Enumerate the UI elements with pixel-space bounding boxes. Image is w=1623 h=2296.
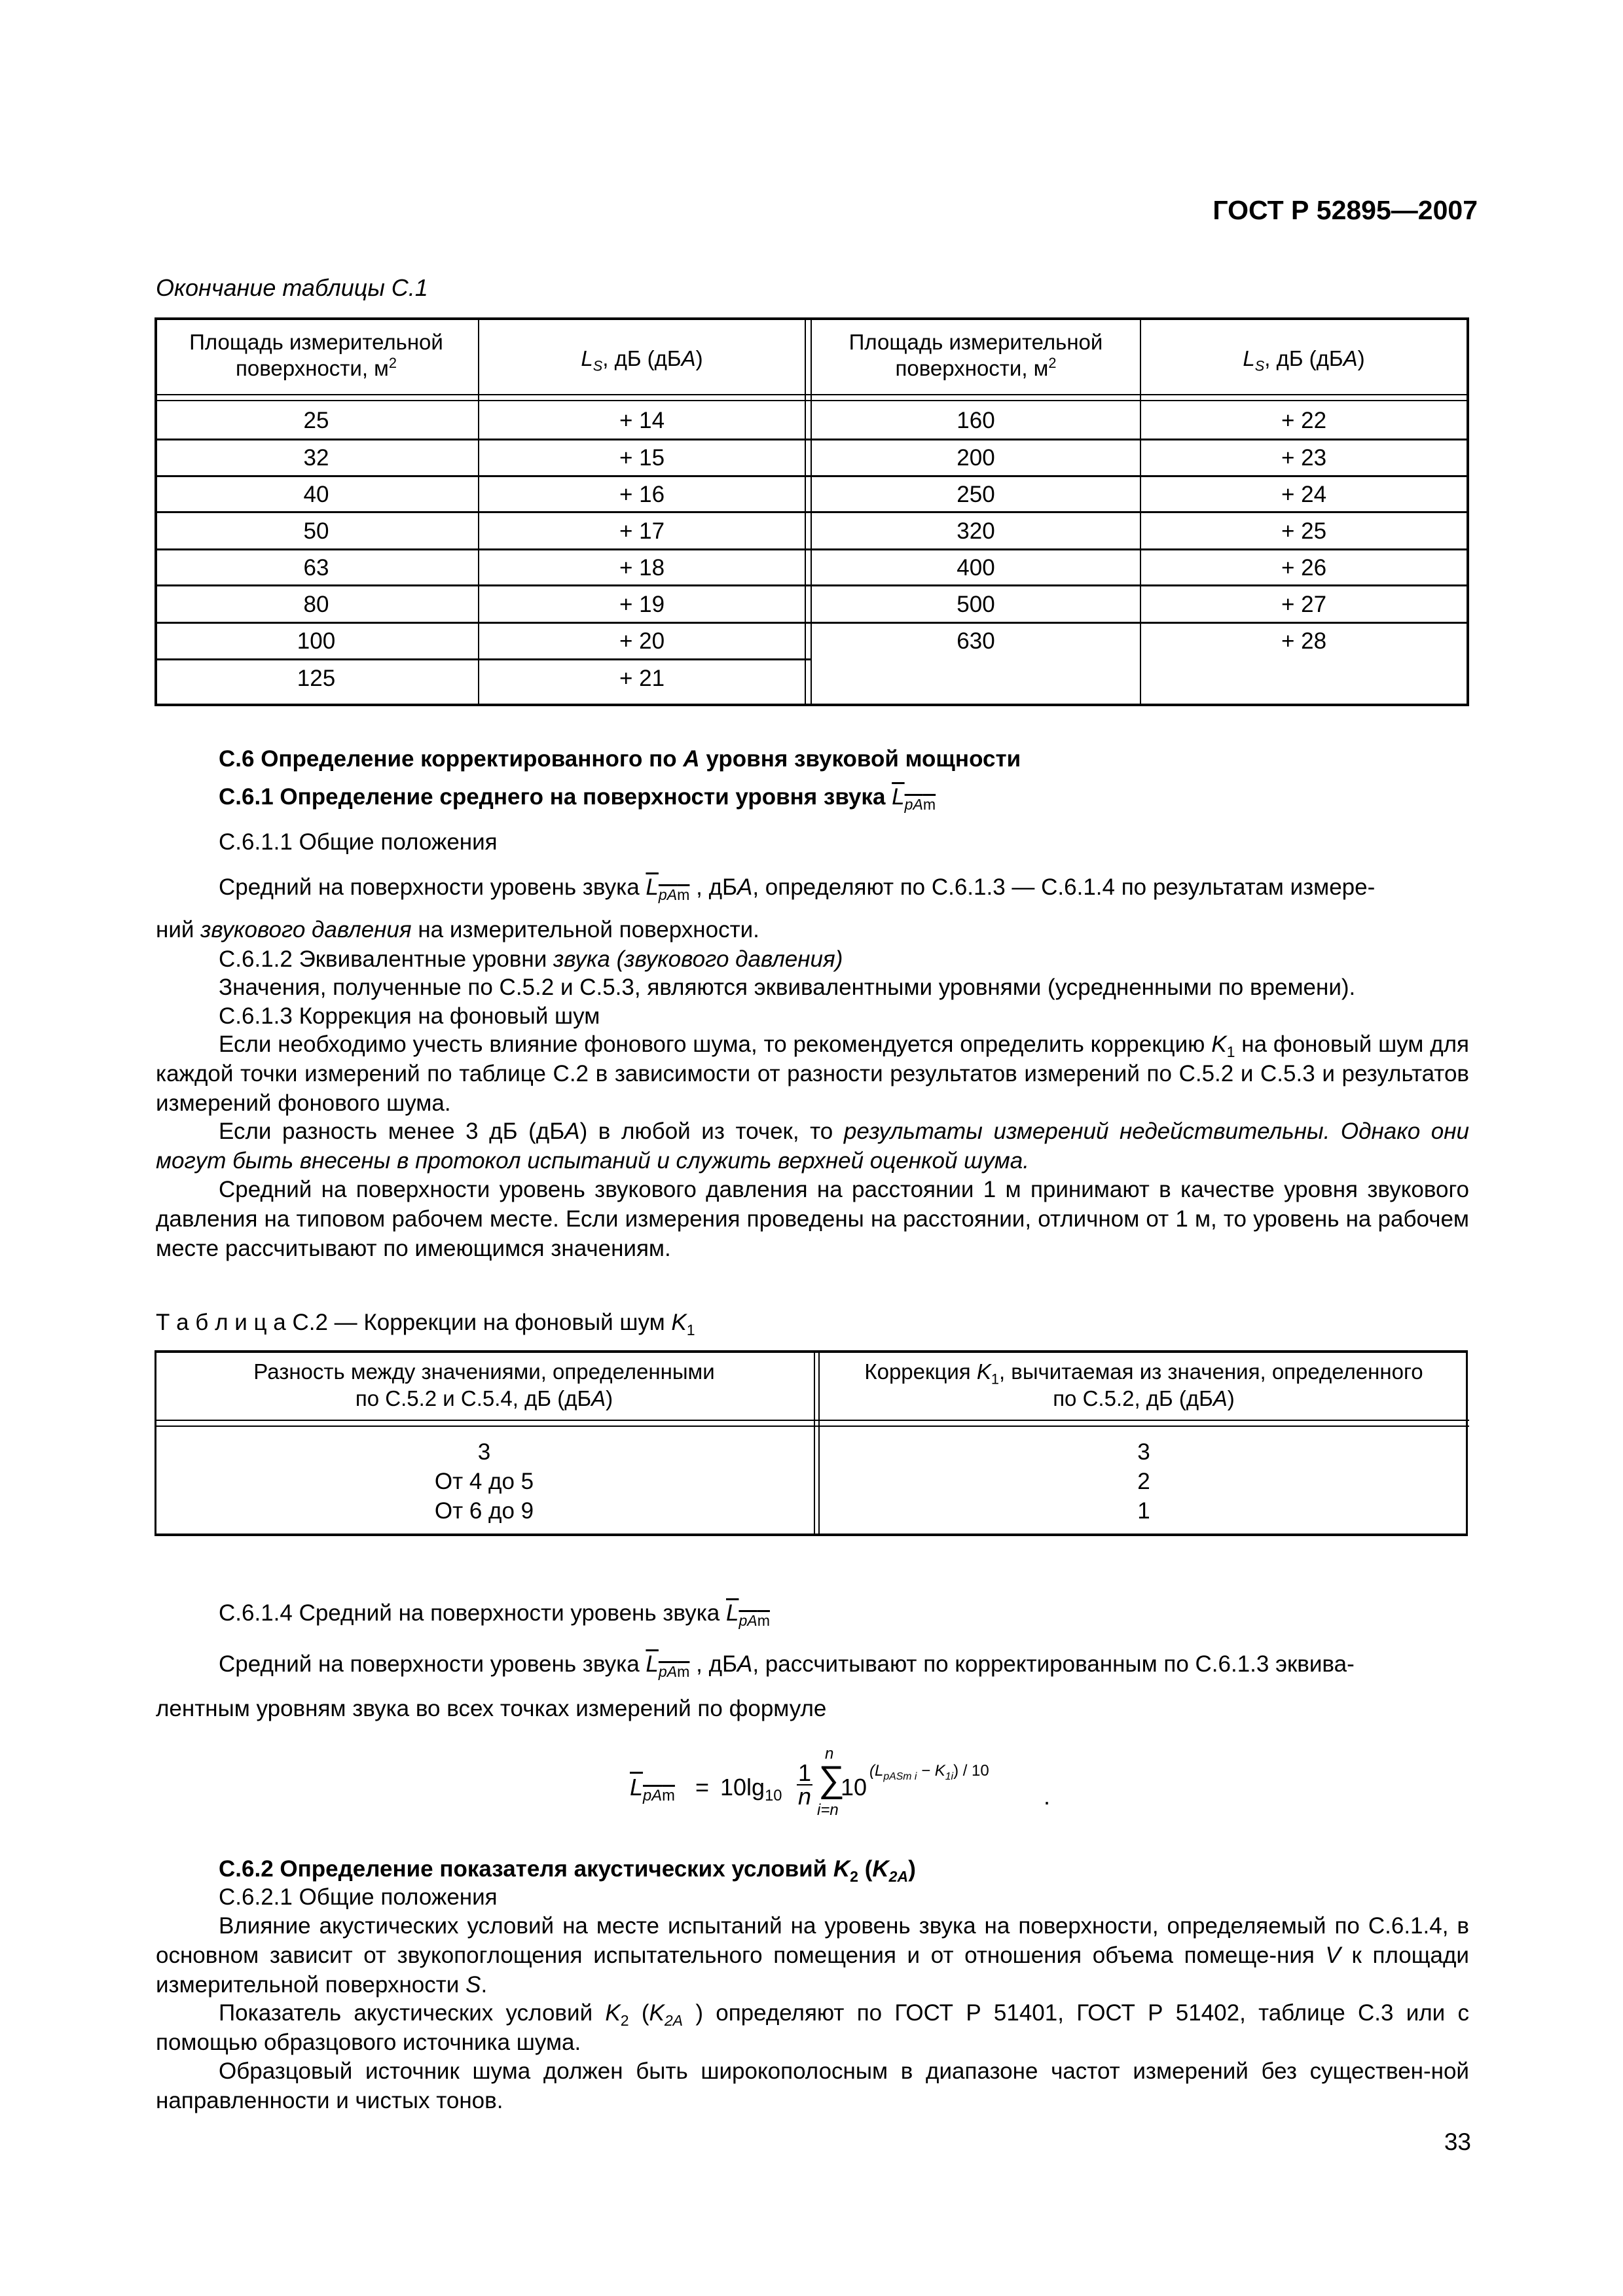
symbol: L — [630, 1774, 644, 1801]
header-text: А — [1213, 1386, 1228, 1410]
unit: A — [681, 346, 696, 370]
area-cell: 125 — [297, 666, 336, 691]
symbol: L — [892, 784, 905, 810]
symbol: L — [646, 874, 659, 900]
c614-paragraph-line2: лентным уровням звука во всех точках измерений по формуле — [156, 1696, 827, 1721]
subscript: pA — [643, 1787, 663, 1805]
table-row — [812, 476, 1467, 513]
ls-cell: + 28 — [1281, 628, 1327, 654]
paragraph-text: результаты измерений недействительны. Однако они могут быть внесены в протокол испытаний и служить верхней оценкой шума. — [156, 1119, 1469, 1174]
page-number: 33 — [1444, 2128, 1471, 2155]
subscript: 10 — [765, 1787, 782, 1805]
ls-cell: + 14 — [619, 408, 665, 433]
numerator: 1 — [797, 1759, 812, 1786]
col-header-correction — [820, 1358, 1468, 1412]
subscript: pASm i — [883, 1770, 917, 1782]
ls-cell: + 24 — [1281, 482, 1327, 507]
header-text: А — [591, 1386, 606, 1410]
subscript: 2A — [888, 1868, 909, 1885]
subscript: 2A — [664, 2012, 684, 2029]
superscript: 2 — [388, 355, 397, 371]
subscript: m — [757, 1612, 770, 1629]
subscript: m — [677, 1663, 690, 1680]
section-c612-title — [219, 944, 843, 974]
header-text: поверхности, м — [895, 356, 1049, 380]
paragraph-text: Средний на поверхности уровень звука — [219, 1651, 646, 1677]
area-cell: 32 — [303, 445, 329, 471]
ls-cell: + 27 — [1281, 592, 1327, 617]
paragraph-text: . — [481, 1972, 488, 1998]
c612-paragraph: Значения, полученные по С.5.2 и С.5.3, являются эквивалентными уровнями (усредненными по времени). — [219, 975, 1356, 1000]
col-header-area-right — [812, 329, 1140, 382]
sigma-icon: ∑ — [818, 1758, 845, 1799]
paragraph-text: ) определяют по ГОСТ Р 51401, ГОСТ Р 51402, таблице С.3 или с помощью образцового источника шума. — [156, 2000, 1469, 2055]
superscript: 2 — [1048, 355, 1057, 371]
ls-cell: + 20 — [619, 628, 665, 654]
area-cell: 250 — [957, 482, 995, 507]
paragraph-text: Влияние акустических условий на месте испытаний на уровень звука на поверхности, определяемый по С.6.1.4, в основном зависит от звукопоглощения испытательного помещения и от отношения объема помеще-ния — [156, 1913, 1469, 1968]
paragraph-text: Если необходимо учесть влияние фонового шума, то рекомендуется определить коррекцию — [219, 1031, 1212, 1057]
symbol: K — [1211, 1031, 1227, 1057]
heading-text: А — [683, 746, 700, 772]
paragraph-text: ) в любой из точек, то — [579, 1119, 844, 1144]
area-cell: 160 — [957, 408, 995, 433]
symbol: L — [646, 1651, 659, 1677]
col-header-ls-left — [479, 344, 805, 373]
table-row — [155, 476, 805, 513]
table-row — [155, 440, 805, 476]
table-row — [155, 1467, 1469, 1496]
table-c2-caption — [156, 1308, 695, 1337]
unit: , дБ (дБ — [1264, 346, 1343, 370]
area-cell: 400 — [957, 555, 995, 581]
coefficient: 10 — [720, 1774, 747, 1801]
ls-cell: + 25 — [1281, 518, 1327, 544]
paragraph-text: , дБ — [689, 874, 737, 900]
table-row — [155, 1437, 1469, 1467]
table-row — [155, 403, 805, 439]
subscript: 1 — [991, 1371, 999, 1388]
c613-paragraph-1 — [156, 1030, 1469, 1118]
table-row — [155, 660, 805, 696]
ls-cell: + 23 — [1281, 445, 1327, 471]
section-c611-title: С.6.1.1 Общие положения — [219, 829, 498, 855]
exponent-base: 10 — [841, 1774, 867, 1801]
area-cell: 40 — [303, 482, 329, 507]
log-fn: lg — [746, 1774, 765, 1801]
header-text: Площадь измерительной — [189, 330, 443, 354]
heading-text: уровня звуковой мощности — [699, 746, 1021, 772]
section-c6-title — [219, 744, 1021, 774]
exponent-text: − K — [917, 1762, 945, 1780]
paragraph-text: ний — [156, 917, 201, 942]
area-cell: 50 — [303, 518, 329, 544]
area-cell: 630 — [957, 628, 995, 654]
section-c614-title — [219, 1598, 770, 1628]
table-row — [812, 623, 1467, 660]
subscript: pA — [904, 796, 923, 813]
heading-text: ( — [858, 1856, 873, 1882]
heading-text: С.6 Определение корректированного по — [219, 746, 684, 772]
paragraph-text: А — [737, 1651, 753, 1677]
exponent-text: ) / 10 — [953, 1762, 989, 1780]
header-text: ) — [1227, 1386, 1235, 1410]
symbol: K — [976, 1359, 991, 1384]
unit: ) — [1357, 346, 1365, 370]
paragraph-text: ( — [629, 2000, 649, 2026]
subscript: m — [677, 886, 690, 903]
formula-fraction — [797, 1759, 812, 1810]
table-row — [812, 586, 1467, 623]
lpam-symbol — [646, 874, 690, 903]
c611-paragraph-line1 — [219, 872, 1375, 902]
table-row — [155, 623, 805, 660]
lpam-symbol — [892, 784, 936, 813]
table-row — [155, 586, 805, 623]
subscript: 1 — [1226, 1043, 1235, 1060]
ls-cell: + 17 — [619, 518, 665, 544]
correction-cell: 1 — [1137, 1498, 1150, 1524]
formula-lpam — [630, 1745, 1075, 1826]
symbol: K — [649, 2000, 665, 2026]
table-row — [812, 403, 1467, 439]
c621-paragraph-3: Образцовый источник шума должен быть широкополосным в диапазоне частот измерений без существен-ной направленности и чистых тонов. — [156, 2058, 1469, 2113]
symbol: L — [1243, 346, 1255, 370]
paragraph-text: на измерительной поверхности. — [411, 917, 759, 942]
col-header-ls-right — [1141, 344, 1467, 373]
area-cell: 100 — [297, 628, 336, 654]
subscript: 2 — [620, 2012, 629, 2029]
table-row — [155, 513, 805, 550]
lpam-symbol — [646, 1651, 690, 1680]
caption-text: Т а б л и ц а С.2 — Коррекции на фоновый шум — [156, 1310, 672, 1335]
heading-text: С.6.2 Определение показателя акустических условий — [219, 1856, 833, 1882]
header-text: поверхности, м — [236, 356, 389, 380]
symbol: V — [1325, 1943, 1341, 1968]
paragraph-text: , рассчитывают по корректированным по С.6.1.3 эквива- — [752, 1651, 1355, 1677]
heading-text: звука (звукового давления) — [553, 946, 843, 972]
col-header-area-left — [155, 329, 478, 382]
unit: ) — [695, 346, 703, 370]
symbol: K — [671, 1310, 687, 1335]
ls-cell: + 21 — [619, 666, 665, 691]
c621-paragraph-1 — [156, 1911, 1469, 2000]
symbol: K — [605, 2000, 621, 2026]
ls-cell: + 22 — [1281, 408, 1327, 433]
header-text: по С.5.2 и С.5.4, дБ (дБ — [355, 1386, 592, 1410]
difference-cell: От 4 до 5 — [434, 1469, 534, 1494]
symbol: K — [872, 1856, 889, 1882]
col-header-difference — [155, 1358, 814, 1412]
unit: , дБ (дБ — [602, 346, 682, 370]
ls-cell: + 15 — [619, 445, 665, 471]
header-rule — [155, 1426, 1469, 1427]
symbol: S — [465, 1972, 481, 1998]
c621-paragraph-2 — [156, 1998, 1469, 2057]
symbol: K — [833, 1856, 850, 1882]
table-row — [812, 440, 1467, 476]
area-cell: 200 — [957, 445, 995, 471]
formula-lhs — [630, 1774, 675, 1805]
header-rule — [155, 394, 1469, 395]
subscript: S — [1254, 357, 1265, 374]
area-cell: 25 — [303, 408, 329, 433]
formula-log — [720, 1774, 782, 1805]
paragraph-text: звукового давления — [200, 917, 412, 942]
sum-upper: n — [825, 1745, 834, 1763]
subscript: m — [922, 796, 936, 813]
table-c1 — [155, 317, 1469, 706]
heading-text: С.6.1.2 Эквивалентные уровни — [219, 946, 554, 972]
subscript: m — [662, 1787, 675, 1805]
table-row — [812, 550, 1467, 586]
paragraph-text: к площади измерительной поверхности — [156, 1943, 1469, 1998]
subscript: 1i — [945, 1770, 954, 1782]
ls-cell: + 26 — [1281, 555, 1327, 581]
correction-cell: 2 — [1137, 1469, 1150, 1494]
difference-cell: От 6 до 9 — [434, 1498, 534, 1524]
correction-cell: 3 — [1137, 1439, 1150, 1465]
area-cell: 320 — [957, 518, 995, 544]
ls-cell: + 19 — [619, 592, 665, 617]
area-cell: 80 — [303, 592, 329, 617]
subscript: pA — [658, 1663, 678, 1680]
equals-sign: = — [695, 1774, 710, 1801]
header-text: Площадь измерительной — [848, 330, 1103, 354]
lpam-symbol — [726, 1600, 770, 1629]
table-row — [155, 1496, 1469, 1526]
section-c613-title: С.6.1.3 Коррекция на фоновый шум — [219, 1003, 600, 1029]
header-text: Коррекция — [864, 1359, 977, 1384]
formula-exponent — [869, 1762, 989, 1780]
paragraph-text: А — [564, 1119, 580, 1144]
header-rule — [155, 400, 1469, 401]
paragraph-text: Если разность менее 3 дБ (дБ — [219, 1119, 565, 1144]
area-cell: 500 — [957, 592, 995, 617]
header-text: , вычитаемая из значения, определенного — [998, 1359, 1423, 1384]
symbol: L — [581, 346, 593, 370]
section-c62-title — [219, 1854, 916, 1884]
subscript: 1 — [686, 1321, 695, 1338]
table-row — [155, 550, 805, 586]
area-cell: 63 — [303, 555, 329, 581]
subscript: pA — [658, 886, 678, 903]
symbol: L — [726, 1600, 739, 1626]
unit: A — [1343, 346, 1358, 370]
sum-lower: i=n — [817, 1801, 839, 1819]
heading-text: С.6.1 Определение среднего на поверхности уровня звука — [219, 784, 892, 810]
header-rule — [155, 1420, 1469, 1421]
denominator: n — [797, 1783, 812, 1810]
paragraph-text: Показатель акустических условий — [219, 2000, 606, 2026]
table-c2 — [155, 1350, 1469, 1536]
heading-text: С.6.1.4 Средний на поверхности уровень звука — [219, 1600, 726, 1626]
heading-text: ) — [908, 1856, 916, 1882]
c613-paragraph-3: Средний на поверхности уровень звукового давления на расстоянии 1 м принимают в качестве уровня звукового давления на типовом рабочем месте. Если измерения проведены на расстоянии, отличном от 1 м, то уровень на рабочем месте рассчитывают по имеющимся значениям. — [156, 1177, 1469, 1261]
ls-cell: + 18 — [619, 555, 665, 581]
paragraph-text: на фоновый шум для каждой точки измерений по таблице С.2 в зависимости от разности результатов измерений по С.5.2 и С.5.3 и результатов измерений фонового шума. — [156, 1031, 1470, 1116]
difference-cell: 3 — [477, 1439, 491, 1465]
c613-paragraph-2 — [156, 1117, 1469, 1175]
table-row — [812, 513, 1467, 550]
paragraph-text: Средний на поверхности уровень звука — [219, 874, 646, 900]
col-rule — [805, 317, 806, 704]
paragraph-text: , дБ — [689, 1651, 737, 1677]
subscript: pA — [739, 1612, 757, 1629]
section-c61-title — [219, 782, 936, 812]
paragraph-text: A — [737, 874, 753, 900]
c614-paragraph-line1 — [219, 1649, 1355, 1679]
c611-paragraph-line2 — [156, 915, 1469, 944]
table-c1-caption: Окончание таблицы С.1 — [156, 274, 428, 301]
exponent-text: (L — [869, 1762, 884, 1780]
subscript: 2 — [850, 1868, 858, 1885]
section-c621-title: С.6.2.1 Общие положения — [219, 1884, 498, 1910]
header-text: ) — [606, 1386, 613, 1410]
ls-cell: + 16 — [619, 482, 665, 507]
document-id: ГОСТ Р 52895—2007 — [1213, 195, 1478, 225]
header-text: по С.5.2, дБ (дБ — [1053, 1386, 1213, 1410]
paragraph-text: , определяют по С.6.1.3 — С.6.1.4 по результатам измере- — [752, 874, 1376, 900]
subscript: S — [593, 357, 603, 374]
header-text: Разность между значениями, определенными — [253, 1359, 715, 1384]
period: . — [1044, 1783, 1051, 1810]
